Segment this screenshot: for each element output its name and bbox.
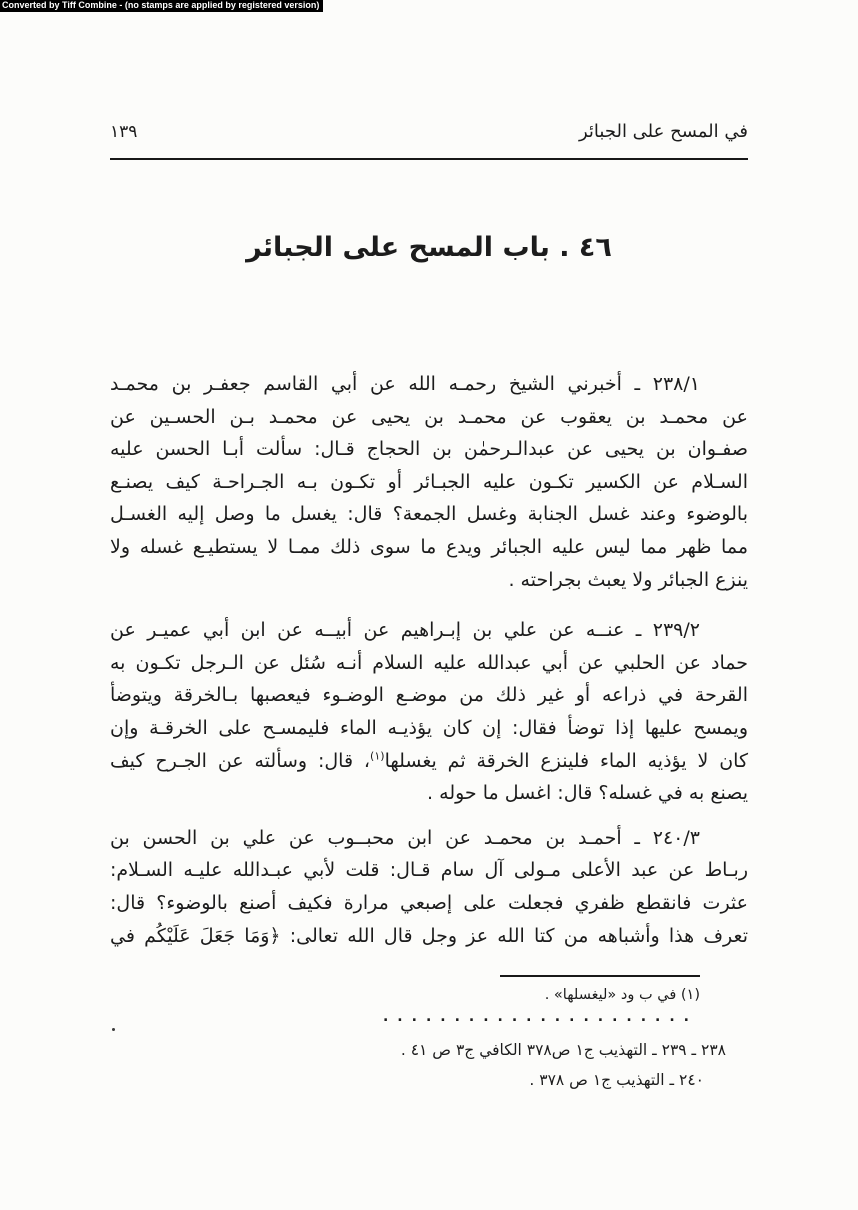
page-number: ١٣٩ <box>110 122 138 142</box>
text-line: بالوضوء وعند غسل الجنابة وغسل الجمعة؟ قال: يغسل ما وصل إليه الغسـل <box>110 503 748 526</box>
hadith-paragraph-2 <box>110 614 748 810</box>
footnote-1: (١) في ب ود «ليغسلها» . <box>544 987 700 1003</box>
dotted-line: ...................... <box>382 1009 698 1025</box>
hadith-paragraph-1 <box>110 368 748 596</box>
footnote-separator <box>500 975 700 977</box>
text-line: ٢٤٠/٣ ـ أحمـد بن محمـد عن ابن محبــوب عن علي بن الحسن بن <box>110 826 700 849</box>
text-segment: كان لا يؤذيه الماء فلينزع الخرقة ثم يغسلها <box>384 749 748 772</box>
text-line: تعرف هذا وأشباهه من كتا الله عز وجل قال الله تعالى: ﴿وَمَا جَعَلَ عَلَيْكُم في <box>110 924 748 947</box>
text-line: صفـوان بن يحيى عن عبدالـرحمٰن بن الحجاج قـال: سألت أبـا الحسن عليه <box>110 438 748 461</box>
chapter-title: ٤٦ . باب المسح على الجبائر <box>246 232 612 263</box>
text-line: ٢٣٩/٢ ـ عنــه عن علي بن إبـراهيم عن أبيــه عن ابن أبي عميـر عن <box>110 619 700 642</box>
body-text <box>110 368 748 952</box>
running-title: في المسح على الجبائر <box>578 121 748 142</box>
reference-line-2: ٢٤٠ ـ التهذيب ج١ ص ٣٧٨ . <box>529 1071 704 1089</box>
text-line: مما ظهر مما ليس عليه الجبائر ويدع ما سوى ذلك ممـا لا يستطيـع غسله ولا <box>110 535 748 558</box>
text-line <box>110 745 748 778</box>
text-line: عن محمـد بن يعقوب عن محمـد بن يحيى عن محمـد بـن الحسـين عن <box>110 405 748 428</box>
footnotes-section <box>110 975 748 1095</box>
text-line: حماد عن الحلبي عن أبي عبدالله عليه السلام أنـه سُئل عن الـرجل تكـون به <box>110 651 748 674</box>
text-line: السـلام عن الكسير تكـون عليه الجبـائر أو تكـون بـه الجـراحـة كيف يصنـع <box>110 470 748 493</box>
text-line: ينزع الجبائر ولا يعبث بجراحته . <box>508 568 748 591</box>
hadith-paragraph-3 <box>110 822 748 952</box>
scan-artifact-dot <box>112 1028 115 1031</box>
text-line: القرحة في ذراعه أو غير ذلك من موضـع الوضـوء فيعصبها بـالخرقة ويتوضأ <box>110 684 748 707</box>
text-line: ربـاط عن عبد الأعلى مـولى آل سام قـال: قلت لأبي عبـدالله عليـه السـلام: <box>110 859 748 882</box>
text-line: ٢٣٨/١ ـ أخبرني الشيخ رحمـه الله عن أبي القاسم جعفـر بن محمـد <box>110 373 700 395</box>
text-line: يصنع به في غسله؟ قال: اغسل ما حوله . <box>427 782 748 805</box>
text-line: ويمسح عليها إذا توضأ فقال: إن كان يؤذيـه الماء فليمسـح على الخرقـة وإن <box>110 716 748 739</box>
reference-line-1: ٢٣٨ ـ ٢٣٩ ـ التهذيب ج١ ص٣٧٨ الكافي ج٣ ص ٤١ . <box>400 1041 726 1059</box>
page-content <box>110 0 748 1210</box>
header-rule <box>110 158 748 160</box>
footnote-marker: (١) <box>370 749 385 763</box>
text-line: عثرت فانقطع ظفري فجعلت على إصبعي مرارة فكيف أصنع بالوضوء؟ قال: <box>110 891 748 914</box>
watermark-text: Converted by Tiff Combine - (no stamps are applied by registered version) <box>2 0 320 10</box>
page-header <box>110 121 748 142</box>
text-segment: ، قال: وسألته عن الجـرح كيف <box>110 749 371 772</box>
